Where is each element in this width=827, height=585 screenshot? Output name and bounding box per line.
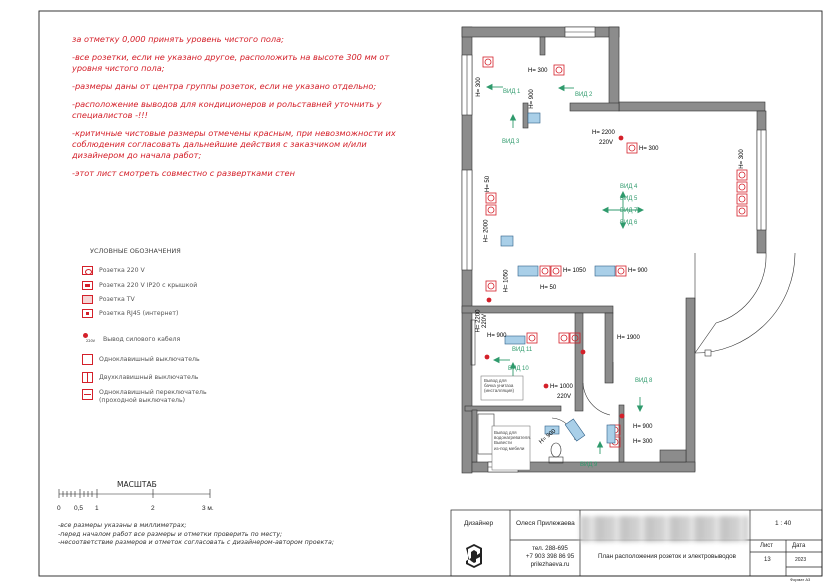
height-label: H= 900 xyxy=(528,89,535,109)
note-item: -критичные чистовые размеры отмечены красным, при невозможности их соблюдения согласовать дальнейшие действия с заказчиком и/или дизайнером до начала работ; xyxy=(72,128,396,160)
height-label: H= 2200 xyxy=(475,309,482,333)
paper-format: Формат А3 xyxy=(790,577,811,582)
legend-item: Двухклавишный выключатель xyxy=(82,372,198,383)
height-label: H= 300 xyxy=(639,146,659,152)
socket-icon xyxy=(82,266,93,275)
note-toilet: Вывод для бачка унитаза (инсталляция) xyxy=(484,378,514,394)
voltage-label: 220V xyxy=(599,140,614,146)
double-switch-icon xyxy=(82,372,93,383)
drawing-scale: 1 : 40 xyxy=(775,520,792,527)
sheet-title: План расположения розеток и электровыводов xyxy=(597,553,737,560)
legend-title: УСЛОВНЫЕ ОБОЗНАЧЕНИЯ xyxy=(90,247,181,255)
height-label: H= 900 xyxy=(628,268,648,274)
designer-contacts: тел. 288-695 +7 903 398 86 95 prilezhaeva.ru xyxy=(525,545,575,568)
view-label-11: ВИД 11 xyxy=(512,347,533,353)
scale-title: МАСШТАБ xyxy=(117,480,157,489)
height-label: H= 300 xyxy=(528,68,548,74)
legend-item: Розетка 220 V xyxy=(82,266,145,275)
note-item: -все розетки, если не указано другое, расположить на высоте 300 мм от уровня чистого пола; xyxy=(72,52,390,73)
height-label: H= 50 xyxy=(485,175,492,193)
designer-label: Дизайнер xyxy=(464,520,494,527)
height-label: H= 1000 xyxy=(550,384,573,390)
note-heater: Вывод для водонагревателя. Вывести из-под мебели xyxy=(494,430,531,451)
drawing-sheet: ВИД 1 ВИД 2 ВИД 3 ВИД 4 ВИД 5 ВИД 7 ВИД 6 ВИД 8 ВИД 9 ВИД 10 ВИД 11 H= 300 H= 300 H= 900 H= 2200 220V H= 300 H= 300 H= 50 H= 2000 H= 1050 H= 1050 H= 50 H= 900 H= 2200 220V H= 900 H= 1900 H= 1000 220V H= 900 H= 300 H= 900 Вывод для бачка унитаза (инсталляция) Вывод для водонагревателя. Вывести из-под мебели за отметку 0,000 принять уровень чистого пола; -все розетки, если не указано другое, расположить на высоте 300 мм от уровня чистого пола; -размеры даны от центра группы розеток, если не указано отдельно; -расположение выводов для кондиционеров и рольставней уточнить у специалистов -!!! -критичные чистовые размеры отмечены красным, при невозможности их соблюдения согласовать дальнейшие действия с заказчиком и/или дизайнером до начала работ; -этот лист смотреть совместно с развертками стен УСЛОВНЫЕ ОБОЗНАЧЕНИЯ Розетка 220 V Розетка 220 V IP20 с крышкой Розетка TV Розетка RJ45 (интернет) 220V Вывод силового кабеля Одноклавишный выключатель Двухклавишный выключатель Одноклавишный переключатель (проходной выключатель) МАСШТАБ 0 0,5 1 2 3 м. -все размеры указаны в миллиметрах; -перед началом работ все размеры и отметки проверить по месту; -несоответствие размеров и отметок согласовать с дизайнером-автором проекта; Дизайнер Олеся Прилежаева 1 : 40 тел. 288-695 +7 903 398 86 95 prilezhaeva.ru План расположения розеток и электровыводов Лист Дата 13 2023 Формат А3 xyxy=(0,0,827,585)
view-label-5: ВИД 5 xyxy=(620,196,638,202)
view-label-4: ВИД 4 xyxy=(620,184,638,190)
note-item: -размеры даны от центра группы розеток, если не указано отдельно; xyxy=(72,81,377,91)
height-label: H= 300 xyxy=(475,77,482,97)
date-value: 2023 xyxy=(795,557,807,563)
legend-item: 220V Вывод силового кабеля xyxy=(82,333,180,345)
height-label: H= 900 xyxy=(633,424,653,430)
cable-output-icon: 220V xyxy=(82,333,93,345)
voltage-label: 220V xyxy=(482,313,489,329)
height-label: H= 50 xyxy=(540,285,557,291)
height-label: H= 300 xyxy=(633,439,653,445)
date-label: Дата xyxy=(792,543,806,549)
general-notes xyxy=(72,34,397,186)
height-label: H= 1050 xyxy=(503,269,510,293)
note-item: за отметку 0,000 принять уровень чистого пола; xyxy=(72,34,284,44)
view-label-9: ВИД 9 xyxy=(580,462,598,468)
view-label-1: ВИД 1 xyxy=(503,89,521,95)
height-label: H= 300 xyxy=(738,149,745,169)
rj45-icon xyxy=(82,309,93,318)
height-label: H= 1050 xyxy=(563,268,586,274)
legend-item: Одноклавишный переключатель (проходной выключатель) xyxy=(82,389,209,404)
height-label: H= 900 xyxy=(487,333,507,339)
legend-item: Розетка 220 V IP20 с крышкой xyxy=(82,281,197,290)
single-switch-icon xyxy=(82,354,93,365)
note-item: -этот лист смотреть совместно с развертками стен xyxy=(72,168,295,178)
view-label-3: ВИД 3 xyxy=(502,139,520,145)
sheet-number: 13 xyxy=(764,557,771,563)
view-label-6: ВИД 6 xyxy=(620,220,638,226)
designer-name: Олеся Прилежаева xyxy=(516,520,575,527)
view-label-10: ВИД 10 xyxy=(508,366,529,372)
height-label: H= 900 xyxy=(538,428,558,446)
legend-item: Одноклавишный выключатель xyxy=(82,354,200,365)
view-label-2: ВИД 2 xyxy=(575,92,593,98)
sheet-label: Лист xyxy=(760,543,774,549)
height-label: H= 2000 xyxy=(483,219,490,243)
footnotes: -все размеры указаны в миллиметрах; -перед началом работ все размеры и отметки проверить по месту; -несоответствие размеров и отметок согласовать с дизайнером-автором проекта; xyxy=(58,522,334,547)
legend-item: Розетка RJ45 (интернет) xyxy=(82,309,178,318)
note-item: -расположение выводов для кондиционеров и рольставней уточнить у специалистов -!!! xyxy=(72,99,382,120)
voltage-label: 220V xyxy=(557,394,572,400)
view-label-7: ВИД 7 xyxy=(620,208,638,214)
tv-icon xyxy=(82,295,93,304)
socket-lid-icon xyxy=(82,281,93,290)
height-label: H= 2200 xyxy=(592,130,615,136)
view-label-8: ВИД 8 xyxy=(635,378,653,384)
redacted-field xyxy=(580,516,748,542)
pass-switch-icon xyxy=(82,389,93,400)
legend-item: Розетка TV xyxy=(82,295,135,304)
height-label: H= 1900 xyxy=(617,335,640,341)
